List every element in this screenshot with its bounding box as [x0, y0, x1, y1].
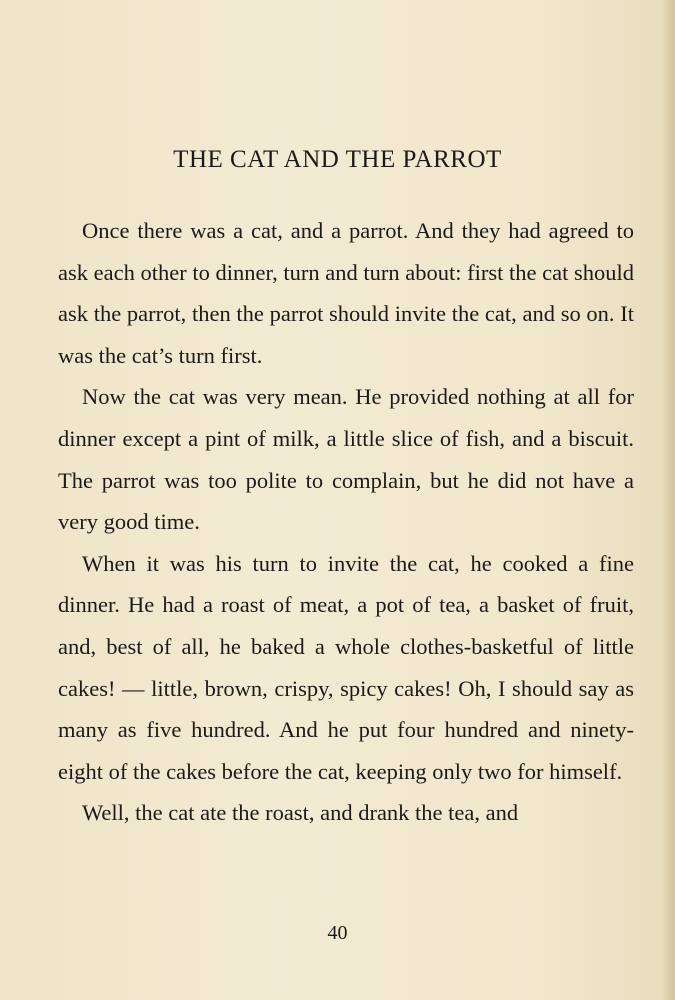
- paragraph-1: Once there was a cat, and a parrot. And they had agreed to ask each other to dinner, turn and turn about: first the cat should ask the parrot, then the parrot should invite the cat, and so on. It was the cat’s turn first.: [58, 218, 634, 368]
- paragraph-3: When it was his turn to invite the cat, he cooked a fine dinner. He had a roast of meat, a pot of tea, a basket of fruit, and, best of all, he baked a whole clothes-basketful of little cakes! — little, brown, crispy, spicy cakes! Oh, I should say as many as five hundred. And he put four hundred and ninety-eight of the cakes before the cat, keeping only two for himself.: [58, 550, 634, 784]
- chapter-title: THE CAT AND THE PARROT: [173, 146, 502, 173]
- page-edge-shadow: [661, 0, 675, 1000]
- body-text: [58, 210, 634, 834]
- page-number: 40: [327, 922, 348, 944]
- paragraph-4: Well, the cat ate the roast, and drank the tea, and: [82, 800, 519, 826]
- paragraph-2: Now the cat was very mean. He provided nothing at all for dinner except a pint of milk, a little slice of fish, and a biscuit. The parrot was too polite to complain, but he did not have a very good time.: [58, 384, 634, 535]
